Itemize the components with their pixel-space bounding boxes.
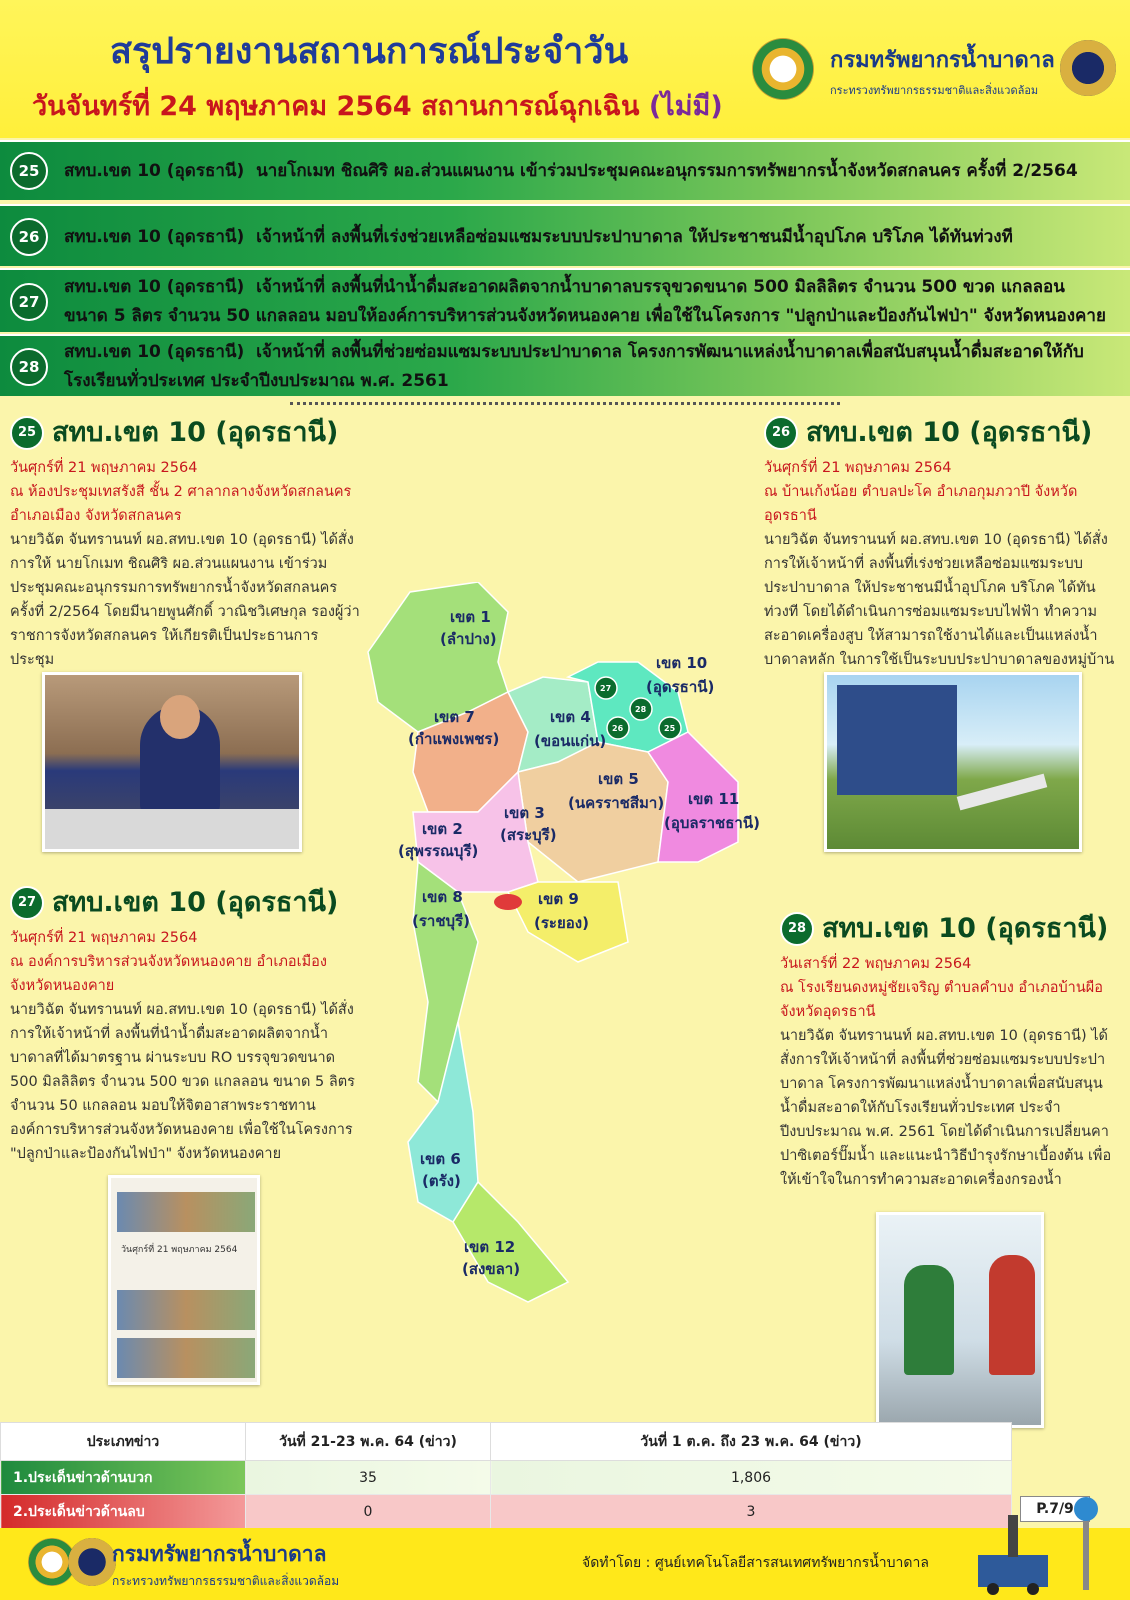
header-period-b: วันที่ 1 ต.ค. ถึง 23 พ.ค. 64 (ข่าว) xyxy=(491,1423,1012,1461)
map-label-region-5: เขต 5 xyxy=(598,770,639,788)
row-value-a: 35 xyxy=(246,1461,491,1495)
story-number: 28 xyxy=(780,912,814,946)
map-label-region-2: เขต 2 xyxy=(422,820,463,838)
summary-org: สทบ.เขต 10 (อุดรธานี) xyxy=(64,227,245,247)
footer xyxy=(0,1528,1130,1600)
photo-desk xyxy=(45,809,299,849)
summary-text xyxy=(64,223,1114,252)
map-label-city-11: (อุบลราชธานี) xyxy=(664,814,760,832)
news-stats-table xyxy=(0,1422,1012,1529)
map-bangkok xyxy=(494,894,522,910)
map-label-region-7: เขต 7 xyxy=(434,708,475,726)
story-date: วันศุกร์ที่ 21 พฤษภาคม 2564 xyxy=(10,930,198,946)
summary-number: 25 xyxy=(10,152,48,190)
row-type: 1.ประเด็นข่าวด้านบวก xyxy=(1,1461,246,1495)
page-title: สรุปรายงานสถานการณ์ประจำวัน xyxy=(110,31,629,72)
map-label-city-6: (ตรัง) xyxy=(422,1172,461,1190)
story-body: นายวิฉัต จันทรานนท์ ผอ.สทบ.เขต 10 (อุดรธานี) ได้สั่งการให้เจ้าหน้าที่ ลงพื้นที่นำน้ำดื่มสะอาดผลิตจากน้ำบาดาลที่ได้มาตรฐาน ผ่านระบบ RO บรรจุขวดขนาด 500 มิลลิลิตร จำนวน 500 ขวด แกลลอน ขนาด 5 ลิตร จำนวน 50 แกลลอน มอบให้จิตอาสาพระราชทาน องค์การบริหารส่วนจังหวัดหนองคาย เพื่อใช้ในโครงการ "ปลูกป่าและป้องกันไฟป่า" จังหวัดหนองคาย xyxy=(10,1002,355,1162)
summary-bar-25 xyxy=(0,140,1130,200)
story-place: ณ โรงเรียนดงหมู่ชัยเจริญ ตำบลคำบง อำเภอบ้านผือ จังหวัดอุดรธานี xyxy=(780,980,1103,1020)
map-label-city-12: (สงขลา) xyxy=(462,1260,521,1278)
summary-number: 27 xyxy=(10,283,48,321)
ministry-emblem-icon xyxy=(1060,40,1116,96)
map-label-region-10: เขต 10 xyxy=(656,654,708,672)
header-type: ประเภทข่าว xyxy=(1,1423,246,1461)
section-divider xyxy=(290,402,840,405)
story-25 xyxy=(10,416,360,672)
map-marker-label-25: 25 xyxy=(664,724,676,733)
footer-department-name: กรมทรัพยากรน้ำบาดาล xyxy=(112,1542,327,1566)
story-place: ณ องค์การบริหารส่วนจังหวัดหนองคาย อำเภอเมือง จังหวัดหนองคาย xyxy=(10,954,327,994)
map-marker-label-28: 28 xyxy=(635,705,647,714)
summary-detail: เจ้าหน้าที่ ลงพื้นที่เร่งช่วยเหลือซ่อมแซมระบบประปาบาดาล ให้ประชาชนมีน้ำอุปโภค บริโภค ได้ทันท่วงที xyxy=(256,227,1013,247)
photo-person-red xyxy=(989,1255,1035,1375)
summary-detail: นายโกเมท ชิณศิริ ผอ.ส่วนแผนงาน เข้าร่วมประชุมคณะอนุกรรมการทรัพยากรน้ำจังหวัดสกลนคร ครั้งที่ 2/2564 xyxy=(256,161,1078,181)
story-header xyxy=(780,912,1120,946)
story-26 xyxy=(764,416,1120,672)
story-org: สทบ.เขต 10 (อุดรธานี) xyxy=(52,887,339,918)
map-label-region-12: เขต 12 xyxy=(464,1238,516,1256)
thailand-region-map xyxy=(358,582,798,1326)
map-label-city-5: (นครราชสีมา) xyxy=(568,794,665,812)
row-value-a: 0 xyxy=(246,1495,491,1529)
story-body: นายวิฉัต จันทรานนท์ ผอ.สทบ.เขต 10 (อุดรธานี) ได้สั่งการให้เจ้าหน้าที่ ลงพื้นที่เร่งช่วยเหลือซ่อมแซมระบบประปาบาดาล ให้ประชาชนมีน้ำอุปโภค บริโภค ได้ทันท่วงที โดยได้ดำเนินการซ่อมแซมระบบไฟฟ้า ทำความสะอาดเครื่องสูบ ให้สามารถใช้งานได้และเป็นแหล่งน้ำบาดาลหลัก ในการใช้เป็นระบบประปาบาดาลของหมู่บ้าน xyxy=(764,532,1115,668)
footer-ministry-emblem-icon xyxy=(68,1538,116,1586)
story-27 xyxy=(10,886,360,1166)
row-value-b: 1,806 xyxy=(491,1461,1012,1495)
subtitle-date: วันจันทร์ที่ 24 พฤษภาคม 2564 สถานการณ์ฉุกเฉิน xyxy=(32,91,640,122)
story-26-photo xyxy=(824,672,1082,852)
summary-text xyxy=(64,157,1114,186)
map-label-region-8: เขต 8 xyxy=(422,888,463,906)
department-emblem-icon xyxy=(752,38,814,100)
photo-caption: วันศุกร์ที่ 21 พฤษภาคม 2564 xyxy=(121,1245,238,1255)
footer-credit: จัดทำโดย : ศูนย์เทคโนโลยีสารสนเทศทรัพยากรน้ำบาดาล xyxy=(582,1555,929,1571)
map-label-city-9: (ระยอง) xyxy=(534,914,589,932)
story-org: สทบ.เขต 10 (อุดรธานี) xyxy=(806,417,1093,448)
map-marker-label-26: 26 xyxy=(612,724,624,733)
map-label-region-6: เขต 6 xyxy=(420,1150,461,1168)
map-label-city-1: (ลำปาง) xyxy=(440,630,497,648)
department-block xyxy=(830,42,1055,99)
header-period-a: วันที่ 21-23 พ.ค. 64 (ข่าว) xyxy=(246,1423,491,1461)
story-25-photo xyxy=(42,672,302,852)
story-date: วันศุกร์ที่ 21 พฤษภาคม 2564 xyxy=(10,460,198,476)
story-header xyxy=(764,416,1120,450)
story-place: ณ ห้องประชุมเทสรังสี ชั้น 2 ศาลากลางจังหวัดสกลนคร อำเภอเมือง จังหวัดสกลนคร xyxy=(10,484,352,524)
summary-bar-27 xyxy=(0,268,1130,332)
story-header xyxy=(10,886,360,920)
photo-person-green xyxy=(904,1265,954,1375)
map-label-city-4: (ขอนแก่น) xyxy=(534,732,607,750)
story-number: 25 xyxy=(10,416,44,450)
summary-number: 28 xyxy=(10,348,48,386)
story-org: สทบ.เขต 10 (อุดรธานี) xyxy=(822,913,1109,944)
summary-text xyxy=(64,273,1114,331)
emergency-status: (ไม่มี) xyxy=(648,91,723,122)
story-27-photo xyxy=(108,1175,260,1385)
summary-bar-28 xyxy=(0,334,1130,396)
summary-org: สทบ.เขต 10 (อุดรธานี) xyxy=(64,161,245,181)
photo-strip xyxy=(117,1290,255,1330)
map-label-city-10: (อุดรธานี) xyxy=(646,678,715,696)
summary-bar-26 xyxy=(0,204,1130,266)
page-number: P.7/9 xyxy=(1020,1496,1090,1522)
story-date: วันศุกร์ที่ 21 พฤษภาคม 2564 xyxy=(764,460,952,476)
story-body: นายวิฉัต จันทรานนท์ ผอ.สทบ.เขต 10 (อุดรธานี) ได้สั่งการให้เจ้าหน้าที่ ลงพื้นที่ช่วยซ่อมแซมระบบประปาบาดาล โครงการพัฒนาแหล่งน้ำบาดาลเพื่อสนับสนุนน้ำดื่มสะอาดให้กับโรงเรียนทั่วประเทศ ประจำปีงบประมาณ พ.ศ. 2561 โดยได้ดำเนินการเปลี่ยนคาปาซิเตอร์ปั๊มน้ำ และแนะนำวิธีบำรุงรักษาเบื้องต้น เพื่อให้เข้าใจในการทำความสะอาดเครื่องกรองน้ำ xyxy=(780,1028,1112,1188)
row-type: 2.ประเด็นข่าวด้านลบ xyxy=(1,1495,246,1529)
table-header-row xyxy=(1,1423,1012,1461)
story-date: วันเสาร์ที่ 22 พฤษภาคม 2564 xyxy=(780,956,972,972)
map-label-city-8: (ราชบุรี) xyxy=(412,912,470,930)
photo-face xyxy=(160,695,200,739)
summary-number: 26 xyxy=(10,218,48,256)
photo-truck xyxy=(837,685,957,795)
map-label-city-3: (สระบุรี) xyxy=(500,826,557,844)
drilling-rig-icon xyxy=(978,1495,1118,1595)
map-label-region-9: เขต 9 xyxy=(538,890,579,908)
table-row xyxy=(1,1461,1012,1495)
map-label-city-7: (กำแพงเพชร) xyxy=(408,730,500,748)
map-label-region-1: เขต 1 xyxy=(450,608,491,626)
photo-strip xyxy=(117,1338,255,1378)
map-marker-label-27: 27 xyxy=(600,684,612,693)
map-label-region-11: เขต 11 xyxy=(688,790,740,808)
story-number: 27 xyxy=(10,886,44,920)
story-28-photo xyxy=(876,1212,1044,1428)
footer-ministry-name: กระทรวงทรัพยากรธรรมชาติและสิ่งแวดล้อม xyxy=(112,1574,340,1588)
summary-detail: เจ้าหน้าที่ ลงพื้นที่ช่วยซ่อมแซมระบบประปาบาดาล โครงการพัฒนาแหล่งน้ำบาดาลเพื่อสนับสนุนน้ำดื่มสะอาดให้กับโรงเรียนทั่วประเทศ ประจำปีงบประมาณ พ.ศ. 2561 xyxy=(64,342,1084,391)
story-28 xyxy=(780,912,1120,1192)
story-place: ณ บ้านเก้งน้อย ตำบลปะโค อำเภอกุมภวาปี จังหวัดอุดรธานี xyxy=(764,484,1078,524)
row-value-b: 3 xyxy=(491,1495,1012,1529)
department-name: กรมทรัพยากรน้ำบาดาล xyxy=(830,48,1055,73)
summary-text xyxy=(64,338,1114,396)
page-subtitle xyxy=(32,84,723,127)
map-label-region-3: เขต 3 xyxy=(504,804,545,822)
summary-org: สทบ.เขต 10 (อุดรธานี) xyxy=(64,342,245,362)
summary-detail: เจ้าหน้าที่ ลงพื้นที่นำน้ำดื่มสะอาดผลิตจากน้ำบาดาลบรรจุขวดขนาด 500 มิลลิลิตร จำนวน 500 ขวด แกลลอน ขนาด 5 ลิตร จำนวน 50 แกลลอน มอบให้องค์การบริหารส่วนจังหวัดหนองคาย เพื่อใช้ในโครงการ "ปลูกป่าและป้องกันไฟป่า" จังหวัดหนองคาย xyxy=(64,277,1106,326)
story-body: นายวิฉัต จันทรานนท์ ผอ.สทบ.เขต 10 (อุดรธานี) ได้สั่งการให้ นายโกเมท ชิณศิริ ผอ.ส่วนแผนงาน เข้าร่วมประชุมคณะอนุกรรมการทรัพยากรน้ำจังหวัดสกลนคร ครั้งที่ 2/2564 โดยมีนายพูนศักดิ์ วาณิชวิเศษกุล รองผู้ว่าราชการจังหวัดสกลนคร ให้เกียรติเป็นประธานการประชุม xyxy=(10,532,360,668)
ministry-name: กระทรวงทรัพยากรธรรมชาติและสิ่งแวดล้อม xyxy=(830,84,1039,97)
table-row xyxy=(1,1495,1012,1529)
summary-org: สทบ.เขต 10 (อุดรธานี) xyxy=(64,277,245,297)
story-number: 26 xyxy=(764,416,798,450)
map-label-city-2: (สุพรรณบุรี) xyxy=(398,842,479,860)
photo-pipe xyxy=(957,774,1048,811)
header xyxy=(0,0,1130,138)
story-org: สทบ.เขต 10 (อุดรธานี) xyxy=(52,417,339,448)
photo-strip xyxy=(117,1192,255,1232)
map-label-region-4: เขต 4 xyxy=(550,708,591,726)
story-header xyxy=(10,416,360,450)
